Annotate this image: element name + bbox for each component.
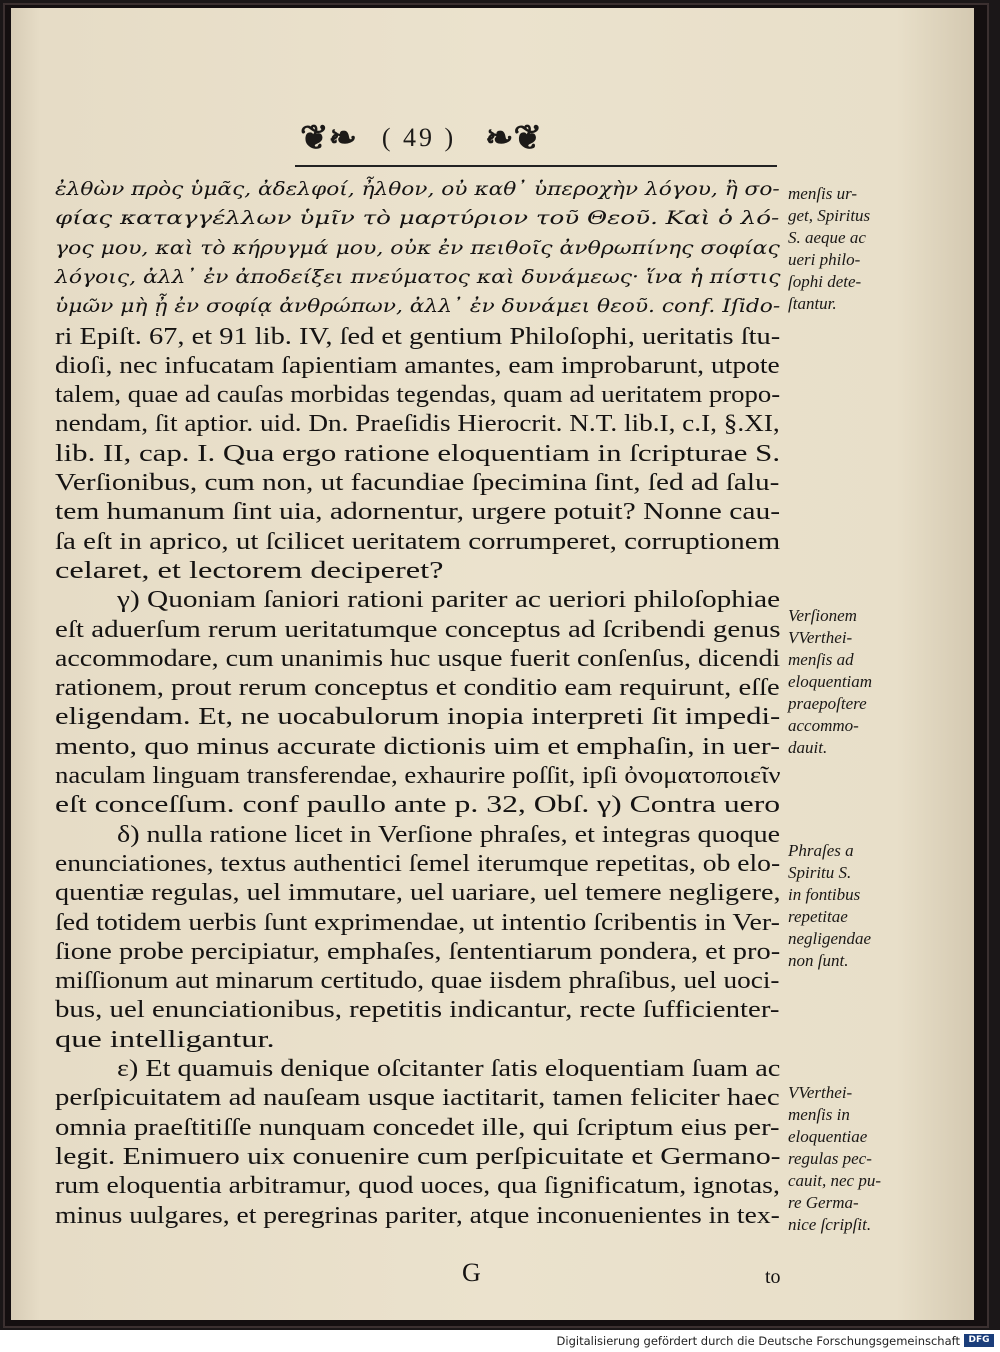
marginal-line: eloquentiam	[788, 672, 873, 691]
marginal-line: regulas pec-	[788, 1149, 872, 1168]
text-line: ἐλθὼν πρὸς ὑμᾶς, ἀδελφοί, ἦλθον, οὐ καθ᾽ ὑπεροχὴν λόγου, ἢ σο-	[55, 179, 780, 200]
marginal-line: get, Spiritus	[788, 206, 871, 225]
marginal-line: ſtantur.	[788, 294, 837, 313]
text-line: miſſionum aut minarum certitudo, quae iisdem phraſibus, uel uoci-	[55, 968, 780, 995]
marginal-line: re Germa-	[788, 1193, 859, 1212]
page-number: ( 49 )	[381, 123, 457, 152]
marginal-line: cauit, nec pu-	[788, 1171, 881, 1190]
text-line: λόγοις, ἀλλ᾽ ἐν ἀποδείξει πνεύματος καὶ δυνάμεως· ἵνα ἡ πίστις	[55, 266, 781, 288]
text-line: tem humanum ſint uia, adornentur, urgere potuit? Nonne cau-	[55, 499, 781, 526]
marginal-line: S. aeque ac	[788, 228, 866, 247]
text-line: dioſi, nec infucatam ſapientiam amantes, eam improbarunt, utpote	[55, 352, 780, 379]
text-line: perſpicuitatem ad nauſeam usque iactitarit, tamen feliciter haec	[55, 1085, 780, 1112]
marginal-note-4	[788, 1082, 908, 1236]
text-line: legit. Enimuero uix conuenire cum perſpicuitate et Germano-	[55, 1143, 781, 1170]
text-line: bus, uel enunciationibus, repetitis indicantur, recte ſufficienter-	[55, 997, 780, 1024]
marginal-line: nice ſcripſit.	[788, 1215, 872, 1234]
marginal-line: menſis in	[788, 1105, 850, 1124]
text-line: quentiæ regulas, uel immutare, uel uariare, uel temere negligere,	[55, 880, 781, 907]
text-line: ὑμῶν μὴ ᾖ ἐν σοφίᾳ ἀνθρώπων, ἀλλ᾽ ἐν δυνάμει θεοῦ. conf. Iſido-	[55, 296, 781, 318]
marginal-line: menſis ad	[788, 650, 854, 669]
text-line: rationem, prout rerum conceptus et conditio eam requirunt, eſſe	[55, 675, 780, 702]
marginal-line: eloquentiae	[788, 1127, 868, 1146]
text-line: δ) nulla ratione licet in Verſione phraſes, et integras quoque	[117, 821, 781, 848]
marginal-line: negligendae	[788, 929, 872, 948]
text-line: mento, quo minus accurate dictionis uim et emphaſin, in uer-	[55, 733, 781, 760]
text-line: φίας καταγγέλλων ὑμῖν τὸ μαρτύριον τοῦ Θεοῦ. Καὶ ὁ λό-	[55, 208, 780, 230]
ornament-left-icon: ❦❧	[300, 118, 357, 158]
text-line: lib. II, cap. I. Qua ergo ratione eloquentiam in ſcripturae S.	[55, 440, 781, 467]
marginal-line: Spiritu S.	[788, 863, 852, 882]
marginal-line: menſis ur-	[788, 184, 858, 203]
dfg-logo: DFG	[964, 1334, 994, 1347]
footer-bar	[0, 1330, 1000, 1352]
marginal-line: VVerthei-	[788, 1083, 853, 1102]
text-line: accommodare, cum unanimis huc usque fuerit conſenſus, dicendi	[55, 645, 781, 672]
text-line: rum eloquentia arbitramur, quod uoces, qua ſignificatum, ignotas,	[55, 1173, 780, 1200]
text-line: Verſionibus, cum non, ut facundiae ſpecimina ſint, ſed ad ſalu-	[55, 470, 780, 496]
signature-mark: G	[462, 1258, 481, 1287]
text-line: talem, quae ad cauſas morbidas tegendas, quam ad ueritatem propo-	[55, 382, 781, 409]
marginal-line: Phraſes a	[788, 841, 854, 860]
marginal-line: praepoſtere	[788, 694, 867, 713]
text-line: enunciationes, textus authentici ſemel iterumque repetitas, ob elo-	[55, 850, 781, 877]
text-line: eſt conceſſum. conf paullo ante p. 32, Obſ. γ) Contra uero	[55, 792, 781, 819]
text-line: ſed totidem uerbis ſunt exprimendae, ut intentio ſcribentis in Ver-	[55, 909, 780, 936]
text-line: ri Epiſt. 67, et 91 lib. IV, ſed et gentium Philoſophi, ueritatis ſtu-	[55, 323, 781, 350]
text-line: γ) Quoniam ſaniori rationi pariter ac ueriori philoſophiae	[117, 587, 781, 614]
footer-credit: Digitalisierung gefördert durch die Deutsche Forschungsgemeinschaft	[556, 1334, 960, 1348]
text-line: minus uulgares, et peregrinas pariter, atque inconuenientes in tex-	[55, 1202, 780, 1229]
text-line: que intelligantur.	[55, 1026, 275, 1053]
marginal-note-3	[788, 840, 908, 972]
marginal-line: repetitae	[788, 907, 848, 926]
marginal-line: Verſionem	[788, 606, 857, 625]
text-line: ſa eſt in aprico, ut ſcilicet ueritatem corrumperet, corruptionem	[55, 528, 781, 555]
ornament-right-icon: ❧❦	[485, 118, 542, 158]
marginal-line: dauit.	[788, 738, 828, 757]
text-line: eligendam. Et, ne uocabulorum inopia interpreti ſit impedi-	[55, 704, 781, 731]
marginal-line: ſophi dete-	[788, 272, 862, 291]
marginal-note-1	[788, 183, 908, 315]
marginal-line: non ſunt.	[788, 951, 849, 970]
marginal-line: ueri philo-	[788, 250, 861, 269]
text-line: eſt aduerſum rerum ueritatumque conceptus ad ſcribendi genus	[55, 616, 781, 643]
text-line: omnia praeſtitiſſe nunquam concedet ille, qui ſcriptum eius per-	[55, 1114, 780, 1141]
text-line: celaret, et lectorem deciperet?	[55, 557, 444, 584]
marginal-note-2	[788, 605, 908, 759]
marginal-line: in fontibus	[788, 885, 861, 904]
header-rule	[295, 165, 777, 167]
marginal-line: accommo-	[788, 716, 859, 735]
text-line: ε) Et quamuis denique oſcitanter ſatis eloquentiam ſuam ac	[117, 1056, 781, 1082]
catchword: to	[765, 1266, 781, 1288]
text-line: γος μου, καὶ τὸ κήρυγμά μου, οὐκ ἐν πειθοῖς ἀνθρωπίνης σοφίας	[55, 237, 780, 259]
text-line: naculam linguam transferendae, exhaurire poſſit, ipſi ὀνοματοποιεῖν	[55, 763, 781, 789]
marginal-line: VVerthei-	[788, 628, 853, 647]
text-line: nendam, ſit aptior. uid. Dn. Praeſidis Hierocrit. N.T. lib.I, c.I, §.XI,	[55, 411, 780, 438]
text-line: ſione probe percipiatur, emphaſes, ſententiarum pondera, et pro-	[55, 938, 781, 965]
